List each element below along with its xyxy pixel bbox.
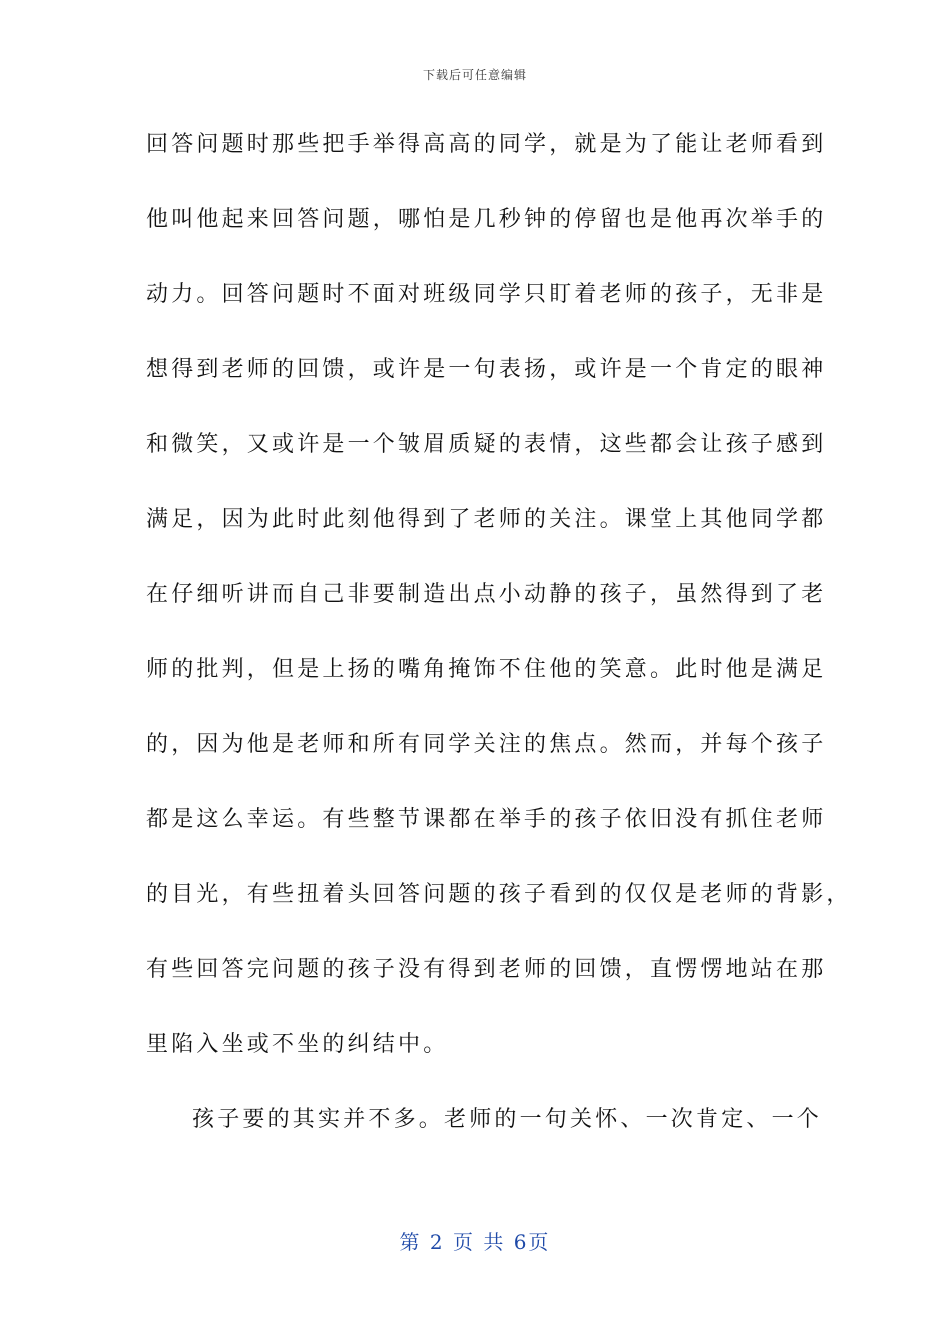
text-line: 回答问题时那些把手举得高高的同学，就是为了能让老师看到 xyxy=(146,132,827,157)
text-line: 里陷入坐或不坐的纠结中。 xyxy=(146,1032,449,1057)
text-line: 他叫他起来回答问题，哪怕是几秒钟的停留也是他再次举手的 xyxy=(146,207,827,232)
text-line: 的目光，有些扭着头回答问题的孩子看到的仅仅是老师的背影， xyxy=(146,882,852,907)
text-line: 孩子要的其实并不多。老师的一句关怀、一次肯定、一个 xyxy=(192,1107,823,1132)
document-body xyxy=(146,120,852,1170)
text-line: 动力。回答问题时不面对班级同学只盯着老师的孩子，无非是 xyxy=(146,282,827,307)
page-number: 第 2 页 共 6页 xyxy=(399,1230,551,1254)
text-line: 的，因为他是老师和所有同学关注的焦点。然而，并每个孩子 xyxy=(146,732,827,757)
text-line: 和微笑，又或许是一个皱眉质疑的表情，这些都会让孩子感到 xyxy=(146,432,827,457)
paragraph-2 xyxy=(146,1095,823,1170)
text-line: 想得到老师的回馈，或许是一句表扬，或许是一个肯定的眼神 xyxy=(146,357,827,382)
text-line: 师的批判，但是上扬的嘴角掩饰不住他的笑意。此时他是满足 xyxy=(146,657,827,682)
page-header: 下载后可任意编辑 xyxy=(422,68,527,82)
text-line: 有些回答完问题的孩子没有得到老师的回馈，直愣愣地站在那 xyxy=(146,957,827,982)
text-line: 满足，因为此时此刻他得到了老师的关注。课堂上其他同学都 xyxy=(146,507,827,532)
text-line: 在仔细听讲而自己非要制造出点小动静的孩子，虽然得到了老 xyxy=(146,582,827,607)
paragraph-1 xyxy=(146,120,852,1095)
text-line: 都是这么幸运。有些整节课都在举手的孩子依旧没有抓住老师 xyxy=(146,807,827,832)
